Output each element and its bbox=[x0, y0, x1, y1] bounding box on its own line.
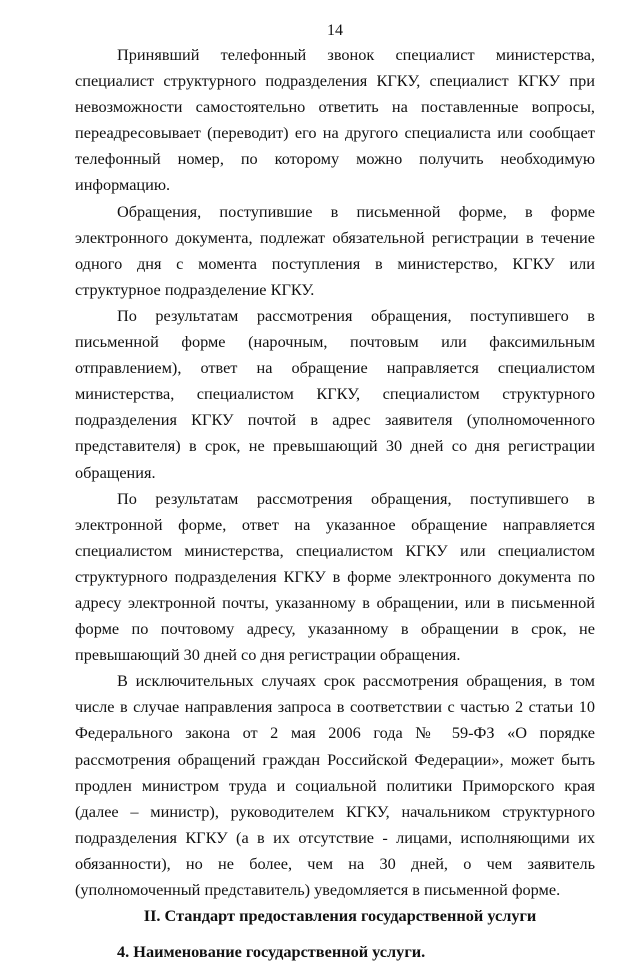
document-body bbox=[75, 42, 595, 965]
paragraph-registration: Обращения, поступившие в письменной форме, в форме электронного документа, подлежат обязательной регистрации в течение одного дня с момента поступления в министерство, КГКУ или структурное подразделение КГКУ. bbox=[75, 201, 595, 299]
paragraph-electronic-response: По результатам рассмотрения обращения, поступившего в электронной форме, ответ на указанное обращение направляется специалистом министерства, специалистом КГКУ или специалистом структурного подразделения КГКУ в форме электронного документа по адресу электронной почты, указанному в обращении, или в письменной форме по почтовому адресу, указанному в обращении в срок, не превышающий 30 дней со дня регистрации обращения. bbox=[75, 488, 595, 665]
paragraph-written-response: По результатам рассмотрения обращения, поступившего в письменной форме (нарочным, почтовым или факсимильным отправлением), ответ на обращение направляется специалистом министерства, специалистом КГКУ, специалистом структурного подразделения КГКУ почтой в адрес заявителя (уполномоченного представителя) в срок, не превышающий 30 дней со дня регистрации обращения. bbox=[75, 305, 595, 482]
section-heading: II. Стандарт предоставления государственной услуги bbox=[143, 906, 537, 926]
paragraph-phone-call: Принявший телефонный звонок специалист министерства, специалист структурного подразделения КГКУ, специалист КГКУ при невозможности самостоятельно ответить на поставленные вопросы, переадресовывает (переводит) его на другого специалиста или сообщает телефонный номер, по которому можно получить необходимую информацию. bbox=[75, 45, 595, 195]
subsection-heading: 4. Наименование государственной услуги. bbox=[117, 942, 426, 962]
page-number: 14 bbox=[327, 22, 343, 39]
paragraph-exceptional-cases: В исключительных случаях срок рассмотрения обращения, в том числе в случае направления запроса в соответствии с частью 2 статьи 10 Федерального закона от 2 мая 2006 года № 59-ФЗ «О порядке рассмотрения обращений граждан Российской Федерации», может быть продлен министром труда и социальной политики Приморского края (далее – министр), руководителем КГКУ, начальником структурного подразделения КГКУ (а в их отсутствие - лицами, исполняющими их обязанности), но не более, чем на 30 дней, о чем заявитель (уполномоченный представитель) уведомляется в письменной форме. bbox=[75, 671, 595, 899]
